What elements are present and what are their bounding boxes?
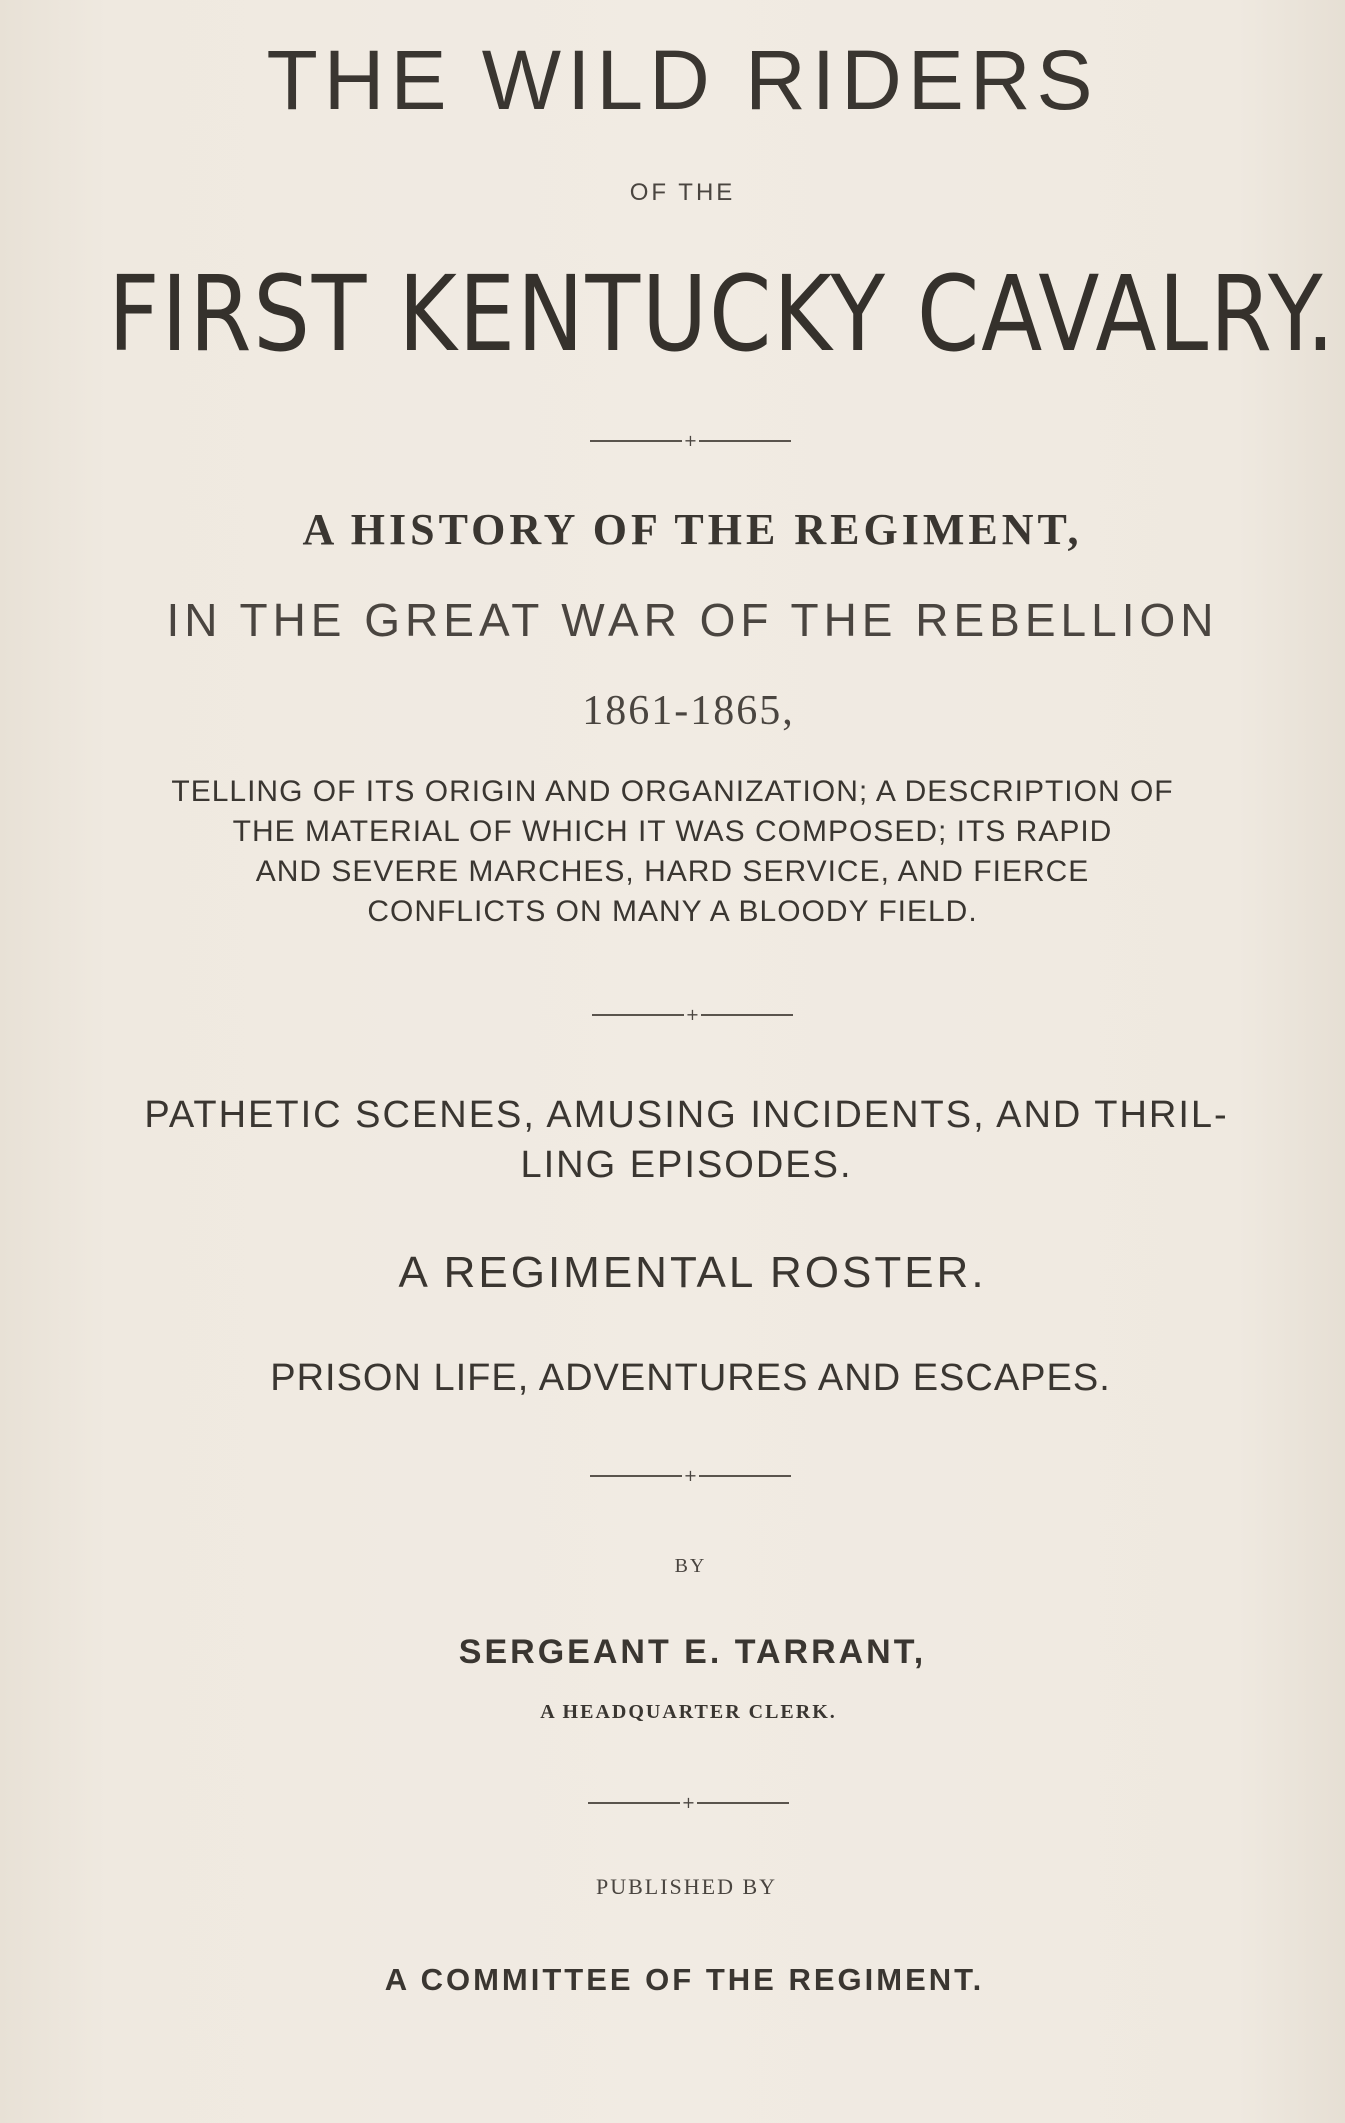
book-title: THE WILD RIDERS <box>266 33 1099 127</box>
roster-heading: A REGIMENTAL ROSTER. <box>398 1248 987 1297</box>
features-line: PATHETIC SCENES, AMUSING INCIDENTS, AND THRIL- <box>144 1094 1229 1136</box>
divider-rule-right <box>701 1014 793 1016</box>
cross-ornament-icon: + <box>685 1005 700 1024</box>
features-block <box>14 1090 1345 1190</box>
divider-rule-right <box>699 440 791 442</box>
description-line: CONFLICTS ON MANY A BLOODY FIELD. <box>367 895 978 928</box>
prison-heading: PRISON LIFE, ADVENTURES AND ESCAPES. <box>270 1357 1111 1399</box>
ornament-divider <box>20 1005 1345 1025</box>
divider-rule-left <box>590 440 682 442</box>
cross-ornament-icon: + <box>683 431 698 450</box>
subtitle-history: A HISTORY OF THE REGIMENT, <box>302 505 1083 554</box>
description-line: THE MATERIAL OF WHICH IT WAS COMPOSED; ITS RAPID <box>232 815 1113 848</box>
ornament-divider <box>16 1793 1345 1813</box>
published-by-label: PUBLISHED BY <box>595 1874 778 1899</box>
description-line: TELLING OF ITS ORIGIN AND ORGANIZATION; A DESCRIPTION OF <box>171 775 1174 808</box>
author-name: SERGEANT E. TARRANT, <box>458 1633 927 1671</box>
divider-rule-left <box>590 1475 682 1477</box>
description-block <box>0 772 1345 932</box>
divider-rule-right <box>697 1802 789 1804</box>
cross-ornament-icon: + <box>681 1793 696 1812</box>
divider-rule-left <box>588 1802 680 1804</box>
subtitle-years: 1861-1865, <box>582 688 795 734</box>
features-line: LING EPISODES. <box>520 1144 853 1186</box>
cross-ornament-icon: + <box>683 1466 698 1485</box>
subtitle-war: IN THE GREAT WAR OF THE REBELLION <box>166 594 1219 646</box>
divider-rule-right <box>699 1475 791 1477</box>
title-connector: OF THE <box>629 179 736 206</box>
ornament-divider <box>18 431 1345 451</box>
publisher-name: A COMMITTEE OF THE REGIMENT. <box>384 1962 985 1997</box>
divider-rule-left <box>592 1014 684 1016</box>
description-line: AND SEVERE MARCHES, HARD SERVICE, AND FIERCE <box>255 855 1090 888</box>
by-label: BY <box>674 1555 707 1577</box>
ornament-divider <box>18 1466 1345 1486</box>
regiment-title: FIRST KENTUCKY CAVALRY. <box>108 253 1337 375</box>
author-role: A HEADQUARTER CLERK. <box>540 1701 837 1723</box>
